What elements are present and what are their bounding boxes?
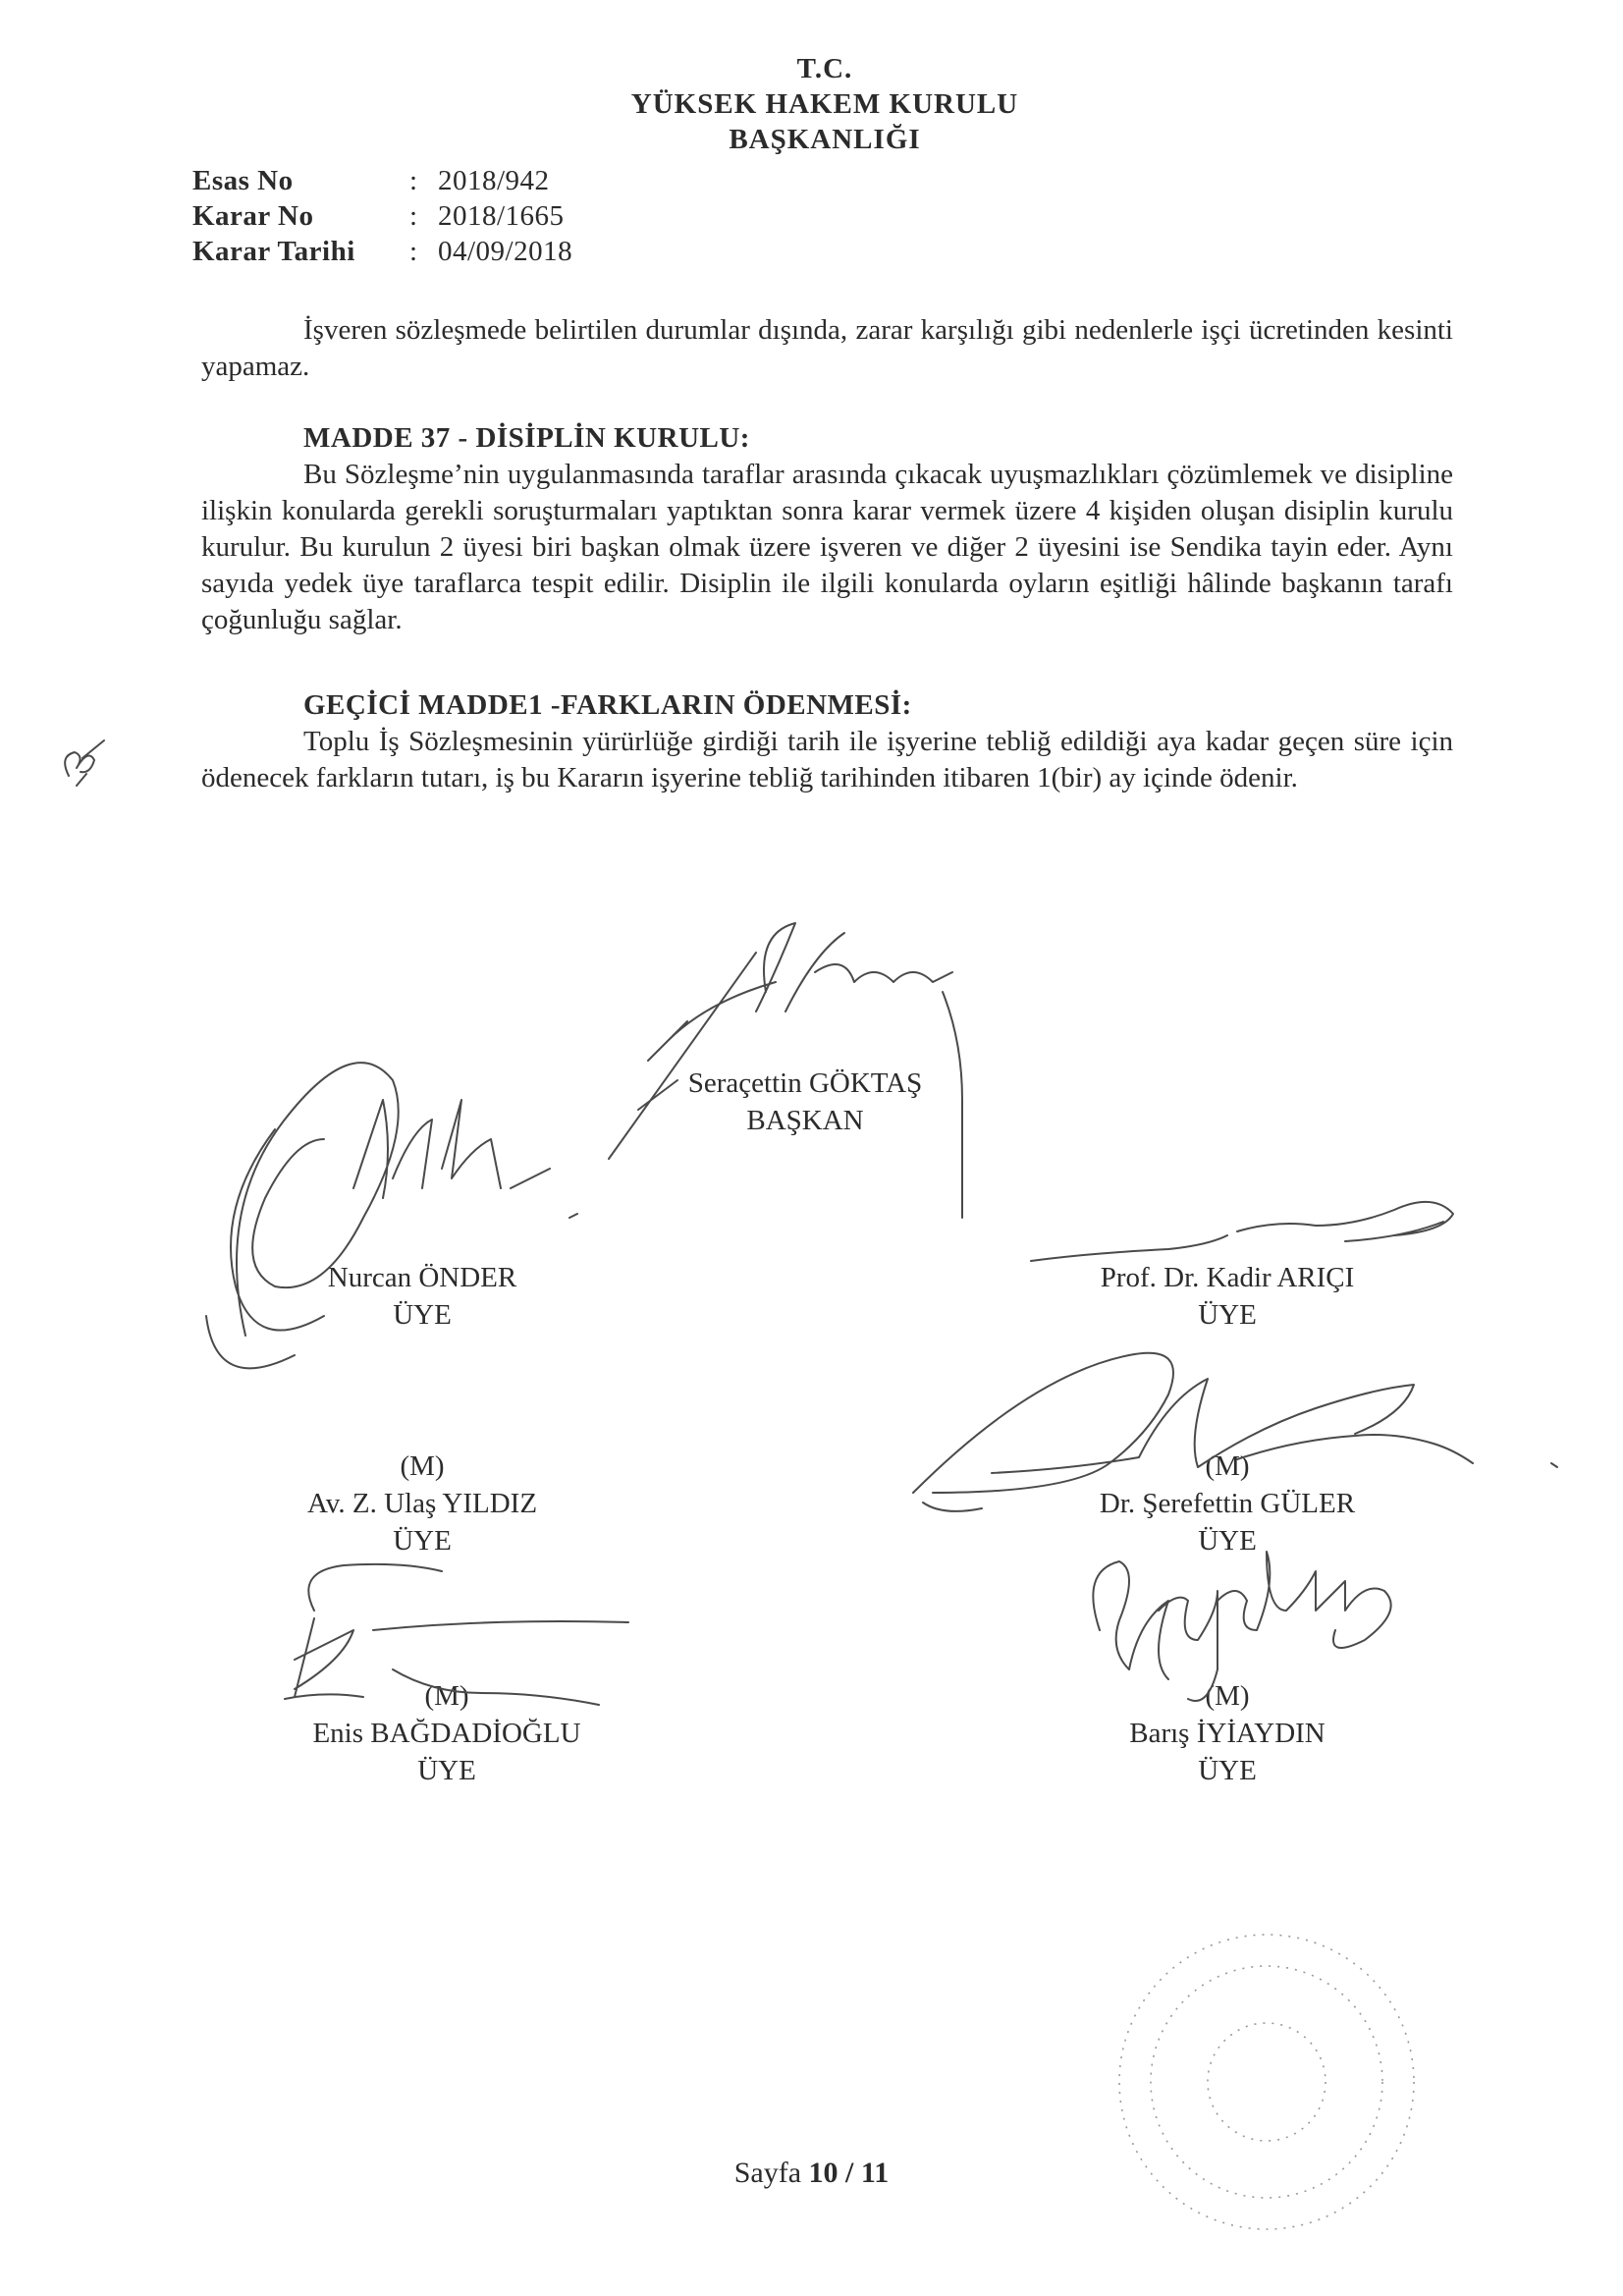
signatory-role: ÜYE [1198,1299,1257,1331]
meta-value: 2018/1665 [438,200,565,232]
signatory-role: ÜYE [393,1525,452,1557]
meta-colon: : [408,165,418,196]
signature-chair [638,1065,972,1139]
meta-colon: : [408,200,418,232]
footer-separator: / [845,2157,854,2189]
signatory-role: ÜYE [393,1299,452,1331]
signatory-mark: (M) [1205,1680,1250,1712]
signature-member-4 [1041,1448,1414,1559]
header-presidency: BAŞKANLIĞI [729,124,921,155]
temporary-article-section [201,687,1453,796]
meta-row-karar [192,198,572,234]
meta-value: 2018/942 [438,165,550,196]
meta-row-tarih [192,234,572,269]
signature-member-3 [265,1448,579,1559]
intro-paragraph: İşveren sözleşmede belirtilen durumlar dışında, zarar karşılığı gibi nedenlerle işçi ücretinden kesinti yapamaz. [201,314,1453,382]
meta-label: Karar No [192,200,314,232]
signature-member-5 [265,1677,628,1789]
meta-row-esas [192,163,572,198]
temporary-article-heading: GEÇİCİ MADDE1 -FARKLARIN ÖDENMESİ: [303,689,912,721]
signature-member-6 [1041,1677,1414,1789]
signatory-name: Av. Z. Ulaş YILDIZ [306,1488,538,1519]
margin-initials-icon [65,740,104,786]
meta-value: 04/09/2018 [438,236,573,267]
article-37-heading: MADDE 37 - DİSİPLİN KURULU: [303,422,750,454]
signatory-role: ÜYE [417,1755,476,1786]
meta-label: Karar Tarihi [192,236,355,267]
signatory-name: Enis BAĞDADİOĞLU [312,1718,581,1749]
signatory-role: ÜYE [1198,1755,1257,1786]
signatory-mark: (M) [400,1450,445,1482]
meta-colon: : [408,236,418,267]
article-37-section [201,420,1453,638]
member-2-signature-icon [1031,1202,1453,1261]
signatory-name: Seraçettin GÖKTAŞ [687,1067,923,1099]
signatory-name: Dr. Şerefettin GÜLER [1099,1488,1356,1519]
footer-prefix: Sayfa [733,2157,802,2189]
footer-page-total: 11 [860,2157,890,2189]
article-37-paragraph: Bu Sözleşme’nin uygulanmasında taraflar arasında çıkacak uyuşmazlıkları çözümlemek ve disipline ilişkin konularda gerekli soruşturmaları yaptıktan sonra karar vermek üzere 4 kişiden oluşan disiplin kurulu kurulur. Bu kurulun 2 üyesi biri başkan olmak üzere işveren ve diğer 2 üyesini ise Sendika tayin eder. Aynı sayıda yedek üye taraflarca tespit edilir. Disiplin ile ilgili konularda oyların eşitliği hâlinde başkanın tarafı çoğunluğu sağlar. [201,459,1453,635]
signatory-name: Prof. Dr. Kadir ARIÇI [1100,1262,1355,1293]
signatory-mark: (M) [424,1680,469,1712]
signatory-role: ÜYE [1198,1525,1257,1557]
footer-page-number: 10 [808,2157,839,2189]
case-meta [192,163,572,269]
signatory-name: Nurcan ÖNDER [327,1262,517,1293]
header-institution: YÜKSEK HAKEM KURULU [630,88,1019,120]
signatory-mark: (M) [1205,1450,1250,1482]
signature-member-1 [265,1259,579,1334]
signatory-role: BAŞKAN [746,1105,864,1136]
page-footer [0,2157,1623,2190]
header-tc: T.C. [796,53,853,84]
intro-section [201,312,1453,385]
document-header [550,51,1100,157]
meta-label: Esas No [192,165,294,196]
signatory-name: Barış İYİAYDIN [1129,1718,1325,1749]
signature-member-2 [1041,1259,1414,1334]
temporary-article-paragraph: Toplu İş Sözleşmesinin yürürlüğe girdiği tarih ile işyerine tebliğ edildiği aya kadar geçen süre için ödenecek farkların tutarı, iş bu Kararın işyerine tebliğ tarihinden itibaren 1(bir) ay içinde ödenir. [201,726,1453,793]
